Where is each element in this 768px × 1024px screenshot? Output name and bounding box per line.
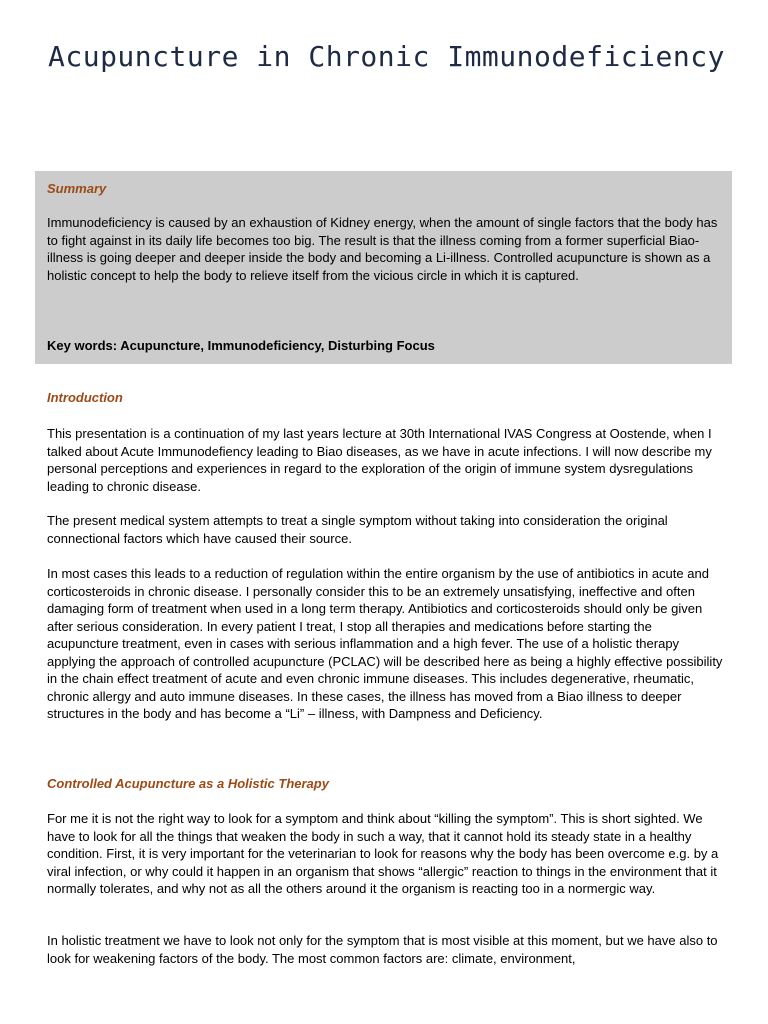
keywords: Key words: Acupuncture, Immunodeficiency, Disturbing Focus (47, 338, 435, 353)
document-title: Acupuncture in Chronic Immunodeficiency (48, 40, 725, 73)
holistic-paragraph-2: In holistic treatment we have to look not only for the symptom that is most visible at this moment, but we have also to look for weakening factors of the body. The most common factors are: climate, environment, (47, 933, 718, 966)
summary-text: Immunodeficiency is caused by an exhaustion of Kidney energy, when the amount of single factors that the body has to fight against in its daily life becomes too big. The result is that the illness coming from a former superficial Biao- illness is going deeper and deeper inside the body and becoming a Li-illness. Controlled acupuncture is shown as a holistic concept to help the body to relieve itself from the vicious circle in which it is captured. (47, 215, 718, 283)
holistic-therapy-heading: Controlled Acupuncture as a Holistic Therapy (47, 776, 329, 791)
introduction-paragraph-2: The present medical system attempts to treat a single symptom without taking into consideration the original connectional factors which have caused their source. (47, 513, 668, 546)
summary-heading: Summary (47, 181, 107, 196)
introduction-paragraph-1: This presentation is a continuation of my last years lecture at 30th International IVAS Congress at Oostende, when I talked about Acute Immunodefiency leading to Biao diseases, as we have in acute infections. I will now describe my personal perceptions and experiences in regard to the exploration of the origin of immune system dysregulations leading to chronic disease. (47, 426, 712, 494)
introduction-heading: Introduction (47, 390, 123, 405)
introduction-paragraph-3: In most cases this leads to a reduction of regulation within the entire organism by the use of antibiotics in acute and corticosteroids in chronic disease. I personally consider this to be an extremely unsatisfying, ineffective and often damaging form of treatment when used in a long term therapy. Antibiotics and corticosteroids should only be given after serious consideration. In every patient I treat, I stop all therapies and medications before starting the acupuncture treatment, even in cases with serious inflammation and a high fever. The use of a holistic therapy applying the approach of controlled acupuncture (PCLAC) will be described here as being a highly effective possibility in the chain effect treatment of acute and even chronic immune diseases. This includes degenerative, rheumatic, chronic allergy and auto immune diseases. In these cases, the illness has moved from a Biao illness to deeper structures in the body and has become a “Li” – illness, with Dampness and Deficiency. (47, 566, 723, 721)
holistic-paragraph-1: For me it is not the right way to look for a symptom and think about “killing the symptom”. This is short sighted. We have to look for all the things that weaken the body in such a way, that it cannot hold its steady state in a healthy condition. First, it is very important for the veterinarian to look for reasons why the body has been overcome e.g. by a viral infection, or why could it happen in an organism that shows “allergic” reaction to things in the environment that it normally tolerates, and why not as all the others around it the organism is reacting too in a normergic way. (47, 811, 719, 896)
